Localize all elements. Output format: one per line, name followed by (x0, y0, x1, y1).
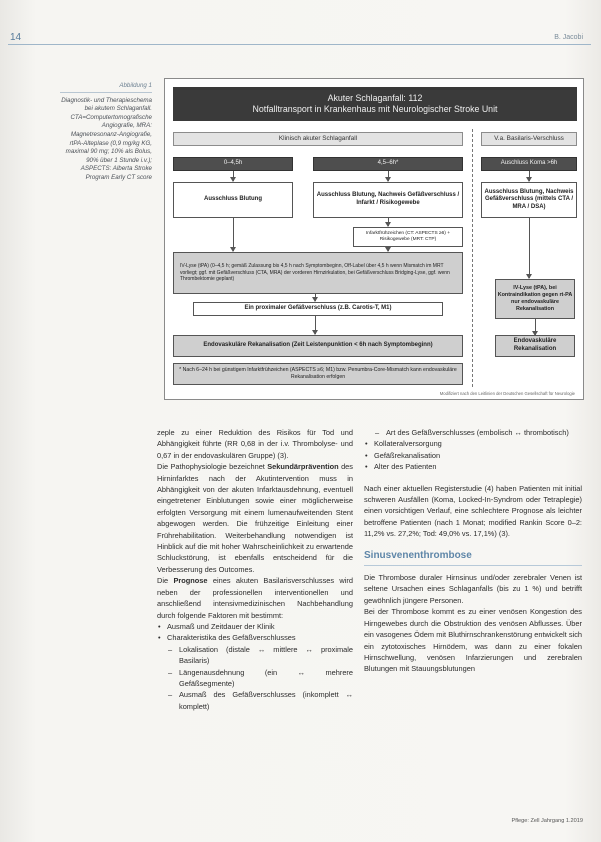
prognosis-list-continued (364, 427, 582, 473)
text-run: Die (157, 576, 174, 586)
flowchart-title-line2: Notfalltransport in Krankenhaus mit Neurologischer Stroke Unit (252, 104, 498, 114)
header-rule (8, 44, 591, 45)
box-exclude-bleeding-imaging: Ausschluss Blutung, Nachweis Gefäßverschluss (mittels CTA / MRA / DSA) (481, 182, 577, 218)
arrow (529, 171, 530, 181)
sub-list-item: – Art des Gefäßverschlusses (embolisch ↔ thrombotisch) (364, 427, 582, 438)
box-late-window-note: * Nach 6–24 h bei günstigem Infarktfrühzeichen (ASPECTS ≥6; M1) bzw. Penumbra-Core-Mismatch kann endovaskuläre Rekanalisation erfolgen (173, 363, 463, 385)
section-heading: Sinusvenenthrombose (364, 550, 582, 566)
paragraph: zeple zu einer Reduktion des Risikos für Tod und Abhängigkeit führte (RR 0,68 in der i.v. Thrombolyse- und 0,67 in der endovaskulären Gruppe) (3). (157, 428, 353, 460)
left-text-column (157, 427, 353, 712)
box-imaging-criteria: Infarktfrühzeichen (CT: ASPECTS ≥6) + Risikogewebe (MRT: CTP) (353, 227, 463, 247)
box-iv-lysis-basilar: IV-Lyse (tPA), bei Kontraindikation gegen rt-PA nur endovaskuläre Rekanalisation (495, 279, 575, 319)
sub-list-item: – Ausmaß des Gefäßverschlusses (inkomplett ↔ komplett) (157, 689, 353, 712)
list-item: • Charakteristika des Gefäßverschlusses (157, 632, 353, 643)
figure-source-note: Modifiziert nach den Leitlinien der Deutschen Gesellschaft für Neurologie (439, 391, 575, 396)
arrow (388, 218, 389, 226)
flowchart-title (173, 87, 577, 121)
prognosis-list (157, 621, 353, 712)
box-iv-lysis: IV-Lyse (tPA) (0–4,5 h; gemäß Zulassung bis 4,5 h nach Symptombeginn, Off-Label über 4,5 h wenn Mismatch im MRT vorliegt; ggf. mit Gefäßverschluss (CTA, MRA) der vorderen Hirnzirkulation, bei Gefäßverschluss Bridging-Lyse, ggf. wenn Thrombektomie geplant) (173, 252, 463, 294)
paragraph (157, 575, 353, 621)
list-item: • Kollateralversorgung (364, 438, 582, 449)
stroke-flowchart (164, 78, 584, 400)
arrow (315, 316, 316, 334)
time-window-0-4-5h: 0–4,5h (173, 157, 293, 171)
list-item: • Gefäßrekanalisation (364, 450, 582, 461)
page-footer: Pflege: Zell Jahrgang 1.2019 (511, 818, 583, 824)
list-item: • Ausmaß und Zeitdauer der Klinik (157, 621, 353, 632)
subheader-basilar: V.a. Basilaris-Verschluss (481, 132, 577, 146)
flowchart-title-line1: Akuter Schlaganfall: 112 (327, 93, 423, 103)
text-run: des Hirninfarktes nach der Akutintervention muss in Abhängigkeit von der akuten Infarktausdehnung, eventuell eingetretener Einblutungen sowie einer möglicherweise erfolgten Versorgung mit einem lumenaufweitenden Stent abgewogen werden. Die frühzeitige Einleitung einer Frührehabilitation. Weiterbehandlung notwendigen ist Hinblick auf die mit hoher Wahrscheinlichkeit zu erwartende Schluckstörung, ist ebenfalls entscheidend für die Verbesserung des Outcomes. (157, 462, 353, 574)
arrow (388, 247, 389, 251)
column-divider (472, 129, 473, 387)
sub-list-item: – Längenausdehnung (ein ↔ mehrere Gefäßsegmente) (157, 667, 353, 690)
time-window-coma: Auschluss Koma >6h (481, 157, 577, 171)
figure-label: Abbildung 1 (60, 82, 152, 93)
page-number: 14 (10, 32, 22, 43)
box-exclude-bleeding-occlusion: Ausschluss Blutung, Nachweis Gefäßverschluss / Infarkt / Risikogewebe (313, 182, 463, 218)
arrow (315, 294, 316, 301)
figure-caption-text: Diagnostik- und Therapieschema bei akutem Schlaganfall. CTA=Computertomografische Angiografie, MRA: Magnetresonanz-Angiografie, rtPA-Alteplase (0,9 mg/kg KG, maximal 90 mg; 10% als Bolus, 90% über 1 Stunde i.v.); ASPECTS: Alberta Stroke Program Early CT score (61, 96, 152, 181)
arrow (233, 218, 234, 251)
text-run: Die Pathophysiologie bezeichnet (157, 462, 268, 472)
arrow (233, 171, 234, 181)
box-exclude-bleeding: Ausschluss Blutung (173, 182, 293, 218)
paragraph: Bei der Thrombose kommt es zu einer venösen Kongestion des Hirngewebes durch die Obstruktion des venösen Abflusses. Über ein vasogenes Ödem mit Bluthirnschrankenstörung entwickelt sich ein zytotoxisches Hirnödem, was dann zu einer fokalen Hirnschwellung, venösen Infarzierungen und zerebralen Blutungen mit Stauungsblutungen (364, 607, 582, 674)
bold-term: Prognose (173, 576, 208, 586)
figure-caption (60, 82, 152, 183)
bold-term: Sekundärprävention (267, 462, 339, 472)
list-item: • Alter des Patienten (364, 461, 582, 472)
sub-list-item: – Lokalisation (distale ↔ mittlere ↔ proximale Basilaris) (157, 644, 353, 667)
paragraph: Nach einer aktuellen Registerstudie (4) haben Patienten mit initial schweren Ausfällen (Koma, Locked-In-Syndrom oder Tetraplegie) einen vorsichtigen Verlauf, eine schlechtere Prognose als leichter betroffene Patienten (nach 1 Monat; modified Rankin Score 0–2: 11,2% vs. 27,2%; Tod: 49,0% vs. 17,1%) (3). (364, 483, 582, 539)
paragraph: Die Thrombose duraler Hirnsinus und/oder zerebraler Venen ist seltene Ursachen eines Schlaganfalls (bis zu 1 %) und betrifft gewöhnlich jüngere Personen. (364, 573, 582, 605)
arrow (529, 218, 530, 278)
right-text-column (364, 427, 582, 675)
arrow (388, 171, 389, 181)
box-endovascular: Endovaskuläre Rekanalisation (Zeit Leistenpunktion < 6h nach Symptombeginn) (173, 335, 463, 357)
time-window-4-5-6h: 4,5–6h* (313, 157, 463, 171)
subheader-acute-stroke: Klinisch akuter Schlaganfall (173, 132, 463, 146)
running-header-author: B. Jacobi (554, 34, 583, 41)
box-endovascular-basilar: Endovaskuläre Rekanalisation (495, 335, 575, 357)
paragraph (157, 461, 353, 575)
box-proximal-occlusion: Ein proximaler Gefäßverschluss (z.B. Carotis-T, M1) (193, 302, 443, 316)
arrow (535, 319, 536, 335)
text-run: eines akuten Basilarisverschlusses wird neben der professionellen interventionellen und anschließend intensivmedizinischen Nachbehandlung durch folgende Faktoren mit bestimmt: (157, 576, 353, 620)
